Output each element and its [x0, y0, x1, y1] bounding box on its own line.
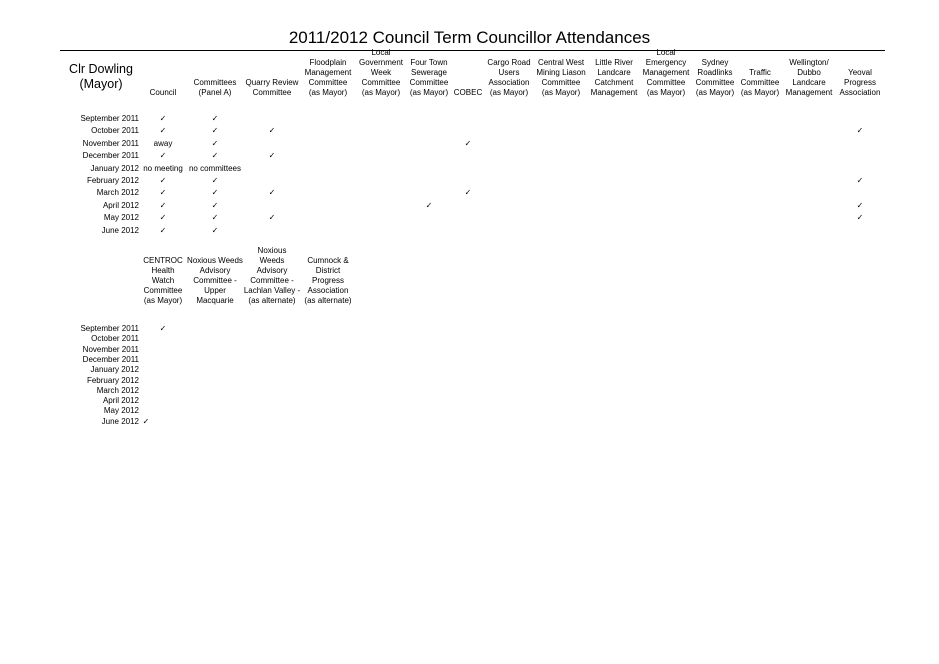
- month-label: May 2012: [103, 406, 139, 416]
- column-header-line: Central West: [537, 58, 585, 67]
- column-header: [643, 48, 690, 98]
- month-label: March 2012: [96, 188, 139, 198]
- check-icon: ✓: [159, 126, 167, 136]
- column-header: [410, 58, 449, 98]
- check-icon: ✓: [211, 151, 219, 161]
- column-header-line: Management: [785, 88, 833, 97]
- month-label: October 2011: [91, 126, 139, 136]
- column-header-line: (as Mayor): [308, 88, 348, 97]
- check-icon: ✓: [211, 225, 219, 235]
- month-label: November 2011: [82, 138, 139, 148]
- check-icon: ✓: [268, 151, 276, 161]
- check-icon: ✓: [268, 126, 276, 136]
- check-icon: ✓: [211, 126, 219, 136]
- month-label: February 2012: [86, 176, 139, 185]
- month-label: June 2012: [101, 416, 139, 426]
- title-divider: [60, 50, 885, 51]
- column-header-line: Cumnock &: [307, 256, 349, 265]
- month-label: December 2011: [82, 151, 139, 161]
- column-header-line: Local: [656, 48, 676, 57]
- column-header-line: Dubbo: [797, 68, 821, 77]
- column-header-line: COBEC: [453, 88, 483, 97]
- check-icon: ✓: [211, 213, 219, 223]
- month-label: April 2012: [102, 200, 139, 210]
- column-header-line: Association: [307, 286, 349, 295]
- column-header-line: (as Mayor): [361, 88, 401, 97]
- column-header-line: Committee: [308, 78, 348, 87]
- column-header-line: Advisory: [256, 266, 288, 275]
- check-icon: ✓: [159, 213, 167, 223]
- column-header: [246, 78, 299, 98]
- column-header-line: (Panel A): [198, 88, 232, 97]
- month-label: September 2011: [80, 114, 139, 123]
- column-header-line: (as Mayor): [541, 88, 581, 97]
- column-header-line: Committee -: [193, 276, 237, 285]
- attendance-cell: away: [153, 138, 173, 148]
- column-header-line: (as Mayor): [646, 88, 686, 97]
- check-icon: ✓: [856, 176, 864, 185]
- column-header-line: Committee: [740, 78, 780, 87]
- month-label: June 2012: [101, 225, 139, 235]
- column-header-line: Mining Liason: [536, 68, 586, 77]
- column-header-line: Four Town: [410, 58, 448, 67]
- month-label: November 2011: [82, 344, 139, 354]
- column-header: [786, 58, 833, 98]
- check-icon: ✓: [268, 188, 276, 198]
- column-header-line: Committees: [193, 78, 237, 87]
- column-header: [591, 58, 638, 98]
- check-icon: ✓: [856, 126, 864, 136]
- column-header-line: Association: [488, 78, 530, 87]
- column-header-line: Sydney: [701, 58, 729, 67]
- column-header-line: (as alternate): [248, 296, 296, 305]
- column-header-line: Roadlinks: [697, 68, 733, 77]
- check-icon: ✓: [159, 200, 167, 210]
- column-header-line: Sewerage: [410, 68, 448, 77]
- councillor-name-line: Clr Dowling: [69, 62, 133, 76]
- check-icon: ✓: [142, 416, 150, 426]
- column-header-line: Cargo Road: [487, 58, 531, 67]
- column-header-line: Committee: [541, 78, 581, 87]
- month-label: October 2011: [91, 334, 139, 344]
- column-header-line: Macquarie: [196, 296, 234, 305]
- column-header-line: Committee: [143, 286, 183, 295]
- column-header-line: (as alternate): [304, 296, 352, 305]
- month-label: April 2012: [102, 396, 139, 406]
- column-header-line: Traffic: [749, 68, 771, 77]
- column-header-line: Council: [149, 88, 177, 97]
- column-header: [187, 256, 243, 306]
- column-header: [244, 246, 300, 306]
- column-header-line: Watch: [151, 276, 175, 285]
- column-header: [487, 58, 530, 98]
- column-header-line: Lachlan Valley -: [243, 286, 301, 295]
- column-header-line: Progress: [311, 276, 345, 285]
- column-header-line: Floodplain: [309, 58, 347, 67]
- column-header-line: Week: [370, 68, 392, 77]
- month-label: January 2012: [90, 365, 139, 375]
- column-header: [359, 48, 403, 98]
- column-header-line: Yeoval: [848, 68, 872, 77]
- column-header: [305, 58, 352, 98]
- check-icon: ✓: [211, 188, 219, 198]
- column-header-line: Advisory: [199, 266, 231, 275]
- column-header-line: Management: [304, 68, 352, 77]
- check-icon: ✓: [159, 114, 167, 123]
- column-header-line: Landcare: [792, 78, 826, 87]
- column-header: [696, 58, 735, 98]
- month-label: March 2012: [96, 385, 139, 395]
- column-header-line: CENTROC: [143, 256, 183, 265]
- column-header-line: Association: [839, 88, 881, 97]
- column-header-line: Local: [371, 48, 391, 57]
- column-header-line: Committee: [361, 78, 401, 87]
- column-header-line: Government: [358, 58, 404, 67]
- column-header: [840, 68, 881, 98]
- column-header-line: (as Mayor): [409, 88, 449, 97]
- check-icon: ✓: [856, 200, 864, 210]
- column-header-line: (as Mayor): [143, 296, 183, 305]
- check-icon: ✓: [211, 176, 219, 185]
- check-icon: ✓: [425, 200, 433, 210]
- check-icon: ✓: [211, 138, 219, 148]
- column-header-line: (as Mayor): [489, 88, 529, 97]
- column-header-line: Progress: [843, 78, 877, 87]
- check-icon: ✓: [159, 151, 167, 161]
- attendance-cell: no committees: [188, 163, 242, 173]
- column-header: [194, 78, 237, 98]
- column-header-line: Committee: [695, 78, 735, 87]
- page-title: 2011/2012 Council Term Councillor Attendances: [288, 28, 651, 47]
- column-header-line: Noxious Weeds: [187, 256, 243, 265]
- check-icon: ✓: [159, 324, 167, 333]
- column-header-line: Committee: [252, 88, 292, 97]
- check-icon: ✓: [464, 188, 472, 198]
- column-header-line: Committee -: [250, 276, 294, 285]
- column-header-line: Little River: [595, 58, 633, 67]
- attendance-cell: no meeting: [143, 163, 183, 173]
- column-header: [536, 58, 585, 98]
- column-header-line: Noxious: [257, 246, 287, 255]
- check-icon: ✓: [856, 213, 864, 223]
- column-header: [150, 88, 177, 98]
- column-header-line: Management: [642, 68, 690, 77]
- column-header-line: Committee: [646, 78, 686, 87]
- column-header: [143, 256, 183, 306]
- month-label: February 2012: [86, 375, 139, 385]
- councillor-role-line: (Mayor): [79, 77, 123, 91]
- councillor-name: [62, 62, 140, 92]
- column-header-line: Emergency: [645, 58, 687, 67]
- column-header: [454, 88, 482, 98]
- column-header-line: Health: [151, 266, 175, 275]
- column-header-line: (as Mayor): [695, 88, 735, 97]
- column-header-line: Catchment: [594, 78, 634, 87]
- column-header-line: Users: [498, 68, 520, 77]
- column-header-line: Weeds: [259, 256, 285, 265]
- column-header-line: Wellington/: [789, 58, 829, 67]
- check-icon: ✓: [159, 188, 167, 198]
- check-icon: ✓: [268, 213, 276, 223]
- check-icon: ✓: [211, 200, 219, 210]
- check-icon: ✓: [211, 114, 219, 123]
- month-label: December 2011: [82, 354, 139, 364]
- month-label: September 2011: [80, 324, 139, 333]
- column-header-line: (as Mayor): [740, 88, 780, 97]
- column-header-line: Quarry Review: [245, 78, 299, 87]
- column-header: [741, 68, 780, 98]
- column-header-line: Committee: [409, 78, 449, 87]
- check-icon: ✓: [159, 176, 167, 185]
- month-label: May 2012: [103, 213, 139, 223]
- column-header-line: District: [315, 266, 341, 275]
- column-header-line: Upper: [204, 286, 226, 295]
- check-icon: ✓: [159, 225, 167, 235]
- column-header-line: Landcare: [597, 68, 631, 77]
- column-header-line: Management: [590, 88, 638, 97]
- check-icon: ✓: [464, 138, 472, 148]
- column-header: [304, 256, 351, 306]
- month-label: January 2012: [90, 163, 139, 173]
